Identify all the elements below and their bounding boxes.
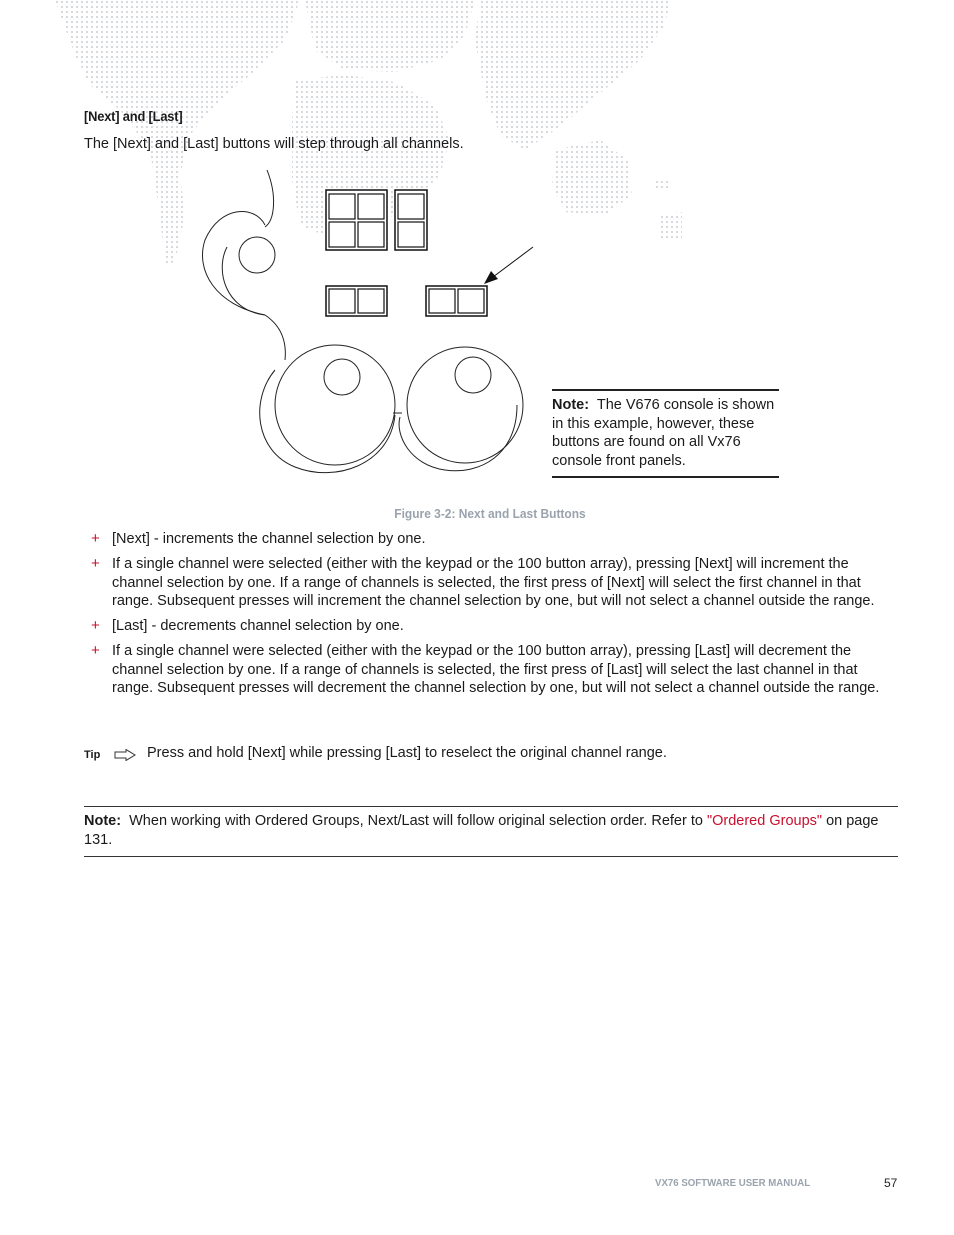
plus-icon: + — [91, 617, 100, 634]
page-number: 57 — [884, 1176, 898, 1190]
plus-icon: + — [91, 642, 100, 659]
plus-icon: + — [91, 530, 100, 547]
tip-label: Tip — [84, 749, 101, 761]
tip — [84, 745, 898, 767]
figure-note-text: The V676 console is shown in this example, however, these buttons are found on all Vx76 console front panels. — [552, 397, 775, 469]
list-item: + [Last] - decrements channel selection by one. — [91, 617, 404, 634]
bullet-list — [84, 530, 898, 704]
arrow-pointer — [484, 247, 533, 284]
section-intro: The [Next] and [Last] buttons will step through all channels. — [84, 136, 464, 152]
note-text: When working with Ordered Groups, Next/Last will follow original selection order. Refer to — [129, 813, 703, 829]
plus-icon: + — [91, 555, 100, 572]
tip-text: Press and hold [Next] while pressing [Last] to reselect the original channel range. — [147, 745, 667, 761]
list-item: + If a single channel were selected (either with the keypad or the 100 button array), pressing [Last] will decrement the channel selection by one. If a range of channels is selected, the first press of [Last] will select the last channel in that range. Subsequent presses will decrement the channel selection by one, but will not select a channel outside the range. — [91, 642, 880, 696]
ordered-groups-link[interactable]: "Ordered Groups" — [706, 813, 823, 829]
hand-pointer-icon — [114, 749, 136, 761]
list-item: + [Next] - increments the channel selection by one. — [91, 530, 426, 547]
ordered-groups-note — [84, 806, 898, 857]
section-heading: [Next] and [Last] — [84, 108, 183, 124]
console-diagram — [195, 165, 535, 480]
note-label: Note: — [84, 813, 122, 829]
footer-title: VX76 SOFTWARE USER MANUAL — [655, 1177, 811, 1189]
figure-note-label: Note: — [552, 397, 590, 413]
list-item: + If a single channel were selected (either with the keypad or the 100 button array), pressing [Next] will increment the channel selection by one. If a range of channels is selected, the first press of [Next] will select the first channel in that range. Subsequent presses will increment the channel selection by one, but will not select a channel outside the range. — [91, 555, 875, 609]
figure-caption: Figure 3-2: Next and Last Buttons — [394, 506, 586, 521]
figure-note — [552, 389, 779, 478]
note-text-after: on page 131. — [84, 813, 879, 848]
